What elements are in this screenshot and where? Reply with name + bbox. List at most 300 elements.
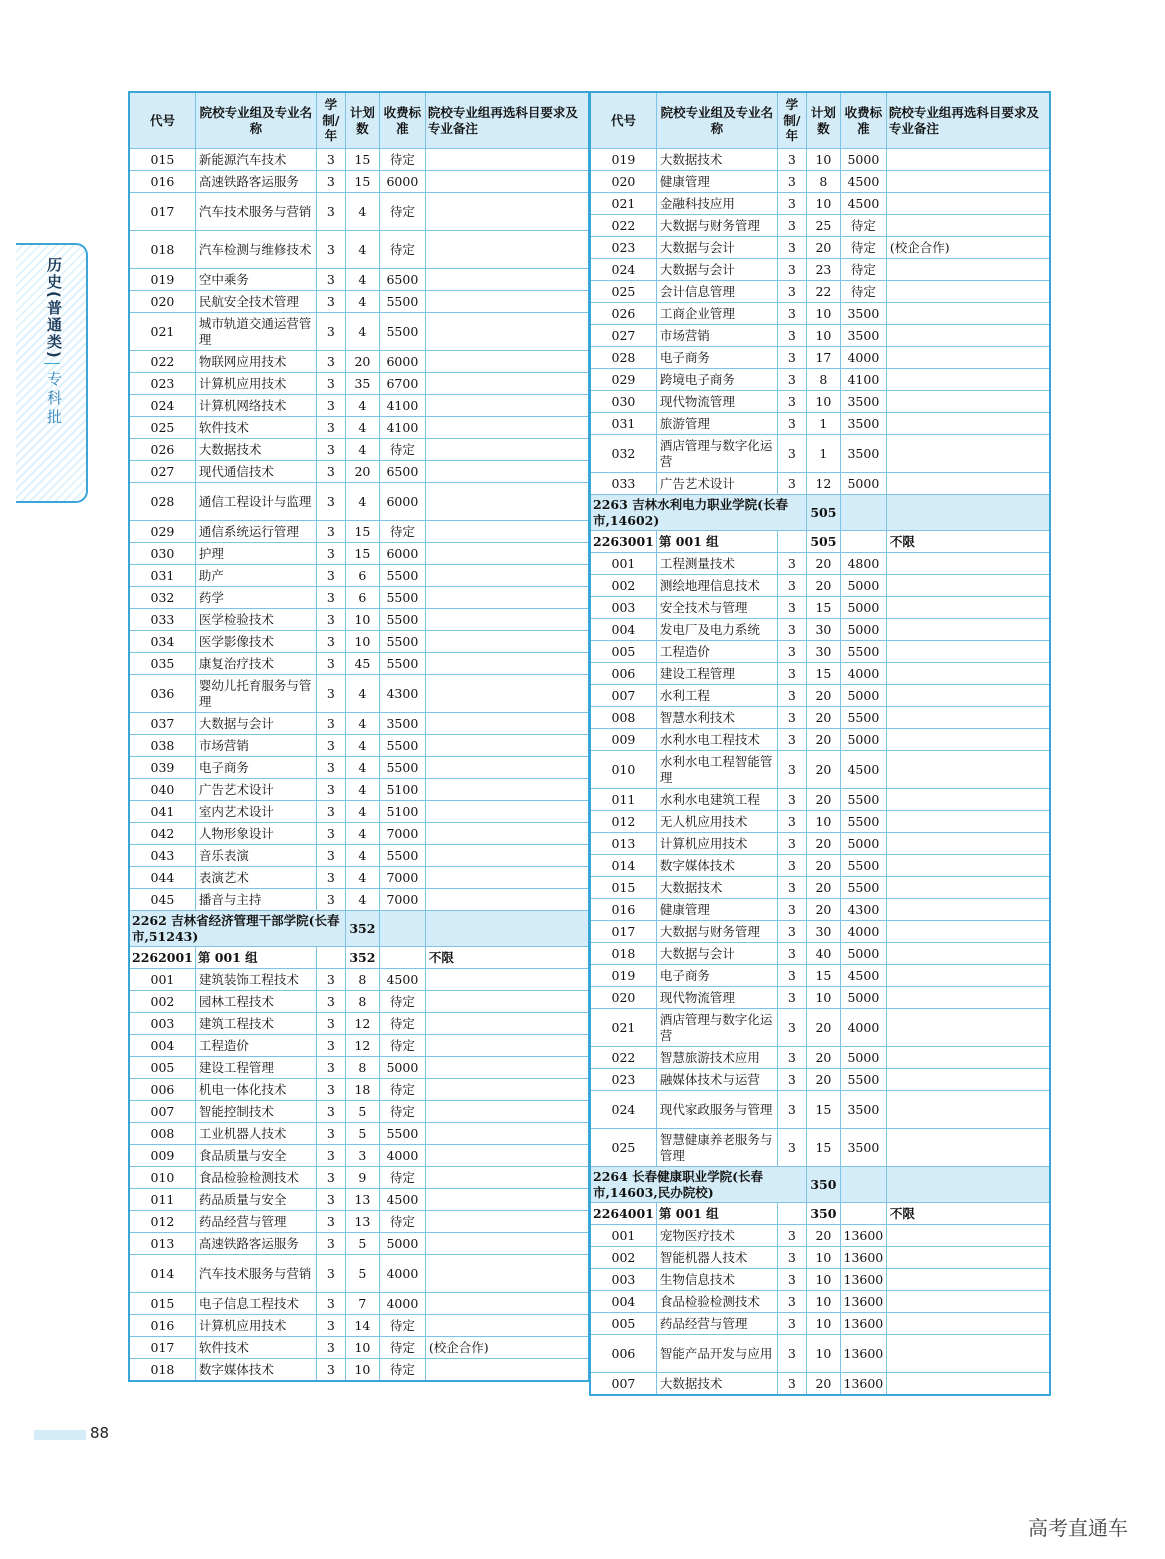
major-note	[886, 1291, 1050, 1313]
major-code: 031	[129, 565, 195, 587]
major-name: 智慧健康养老服务与管理	[656, 1129, 777, 1167]
major-row	[590, 1047, 1050, 1069]
major-note	[425, 735, 589, 757]
side-tab	[16, 243, 88, 503]
major-row	[129, 779, 589, 801]
major-plan: 30	[806, 619, 840, 641]
major-code: 007	[129, 1101, 195, 1123]
major-plan: 10	[345, 609, 379, 631]
group-years	[777, 531, 806, 553]
major-fee: 待定	[379, 991, 425, 1013]
major-name: 播音与主持	[195, 889, 316, 911]
major-years: 3	[777, 325, 806, 347]
major-row	[129, 395, 589, 417]
major-name: 建设工程管理	[195, 1057, 316, 1079]
major-name: 新能源汽车技术	[195, 149, 316, 171]
major-code: 024	[590, 1091, 656, 1129]
major-name: 建筑工程技术	[195, 1013, 316, 1035]
major-note	[425, 609, 589, 631]
major-code: 002	[590, 1247, 656, 1269]
major-code: 019	[129, 269, 195, 291]
major-code: 008	[590, 707, 656, 729]
major-years: 3	[777, 473, 806, 495]
major-years: 3	[777, 193, 806, 215]
major-plan: 10	[345, 1337, 379, 1359]
major-note	[425, 461, 589, 483]
major-years: 3	[316, 713, 345, 735]
major-code: 002	[129, 991, 195, 1013]
major-code: 036	[129, 675, 195, 713]
major-row	[129, 801, 589, 823]
major-name: 跨境电子商务	[656, 369, 777, 391]
major-code: 006	[590, 663, 656, 685]
major-fee: 3500	[840, 435, 886, 473]
major-years: 3	[316, 149, 345, 171]
major-note: (校企合作)	[886, 237, 1050, 259]
major-note	[425, 565, 589, 587]
major-note	[886, 965, 1050, 987]
major-note	[886, 1091, 1050, 1129]
major-code: 013	[590, 833, 656, 855]
major-code: 001	[590, 1225, 656, 1247]
major-years: 3	[777, 413, 806, 435]
major-code: 044	[129, 867, 195, 889]
major-row	[129, 483, 589, 521]
header-code: 代号	[129, 92, 195, 149]
major-fee: 7000	[379, 889, 425, 911]
major-fee: 5500	[379, 313, 425, 351]
major-row	[590, 899, 1050, 921]
major-row	[129, 1057, 589, 1079]
major-years: 3	[316, 1293, 345, 1315]
major-code: 022	[590, 215, 656, 237]
major-note	[886, 391, 1050, 413]
major-fee: 6000	[379, 543, 425, 565]
major-fee: 4000	[840, 921, 886, 943]
major-name: 大数据技术	[195, 439, 316, 461]
major-fee: 13600	[840, 1225, 886, 1247]
major-note	[425, 291, 589, 313]
major-note	[425, 1079, 589, 1101]
major-row	[590, 237, 1050, 259]
major-name: 药学	[195, 587, 316, 609]
major-name: 数字媒体技术	[656, 855, 777, 877]
major-note	[886, 193, 1050, 215]
major-years: 3	[316, 231, 345, 269]
major-note	[425, 845, 589, 867]
major-name: 汽车技术服务与营销	[195, 1255, 316, 1293]
major-name: 民航安全技术管理	[195, 291, 316, 313]
major-name: 数字媒体技术	[195, 1359, 316, 1382]
major-row	[129, 313, 589, 351]
major-plan: 4	[345, 735, 379, 757]
major-row	[129, 543, 589, 565]
major-name: 智慧旅游技术应用	[656, 1047, 777, 1069]
major-plan: 20	[806, 833, 840, 855]
major-row	[590, 149, 1050, 171]
major-fee: 5000	[840, 619, 886, 641]
major-code: 016	[129, 1315, 195, 1337]
major-code: 018	[129, 231, 195, 269]
major-row	[129, 1211, 589, 1233]
major-name: 机电一体化技术	[195, 1079, 316, 1101]
major-plan: 4	[345, 867, 379, 889]
major-note	[886, 641, 1050, 663]
major-years: 3	[316, 1057, 345, 1079]
major-code: 003	[129, 1013, 195, 1035]
major-row	[590, 855, 1050, 877]
major-row	[590, 877, 1050, 899]
major-fee: 5500	[379, 735, 425, 757]
right-admission-table	[589, 91, 1051, 1396]
major-row	[590, 1009, 1050, 1047]
major-row	[129, 171, 589, 193]
major-plan: 8	[345, 969, 379, 991]
side-tab-divider	[44, 363, 60, 364]
major-years: 3	[316, 1079, 345, 1101]
major-code: 023	[590, 237, 656, 259]
group-row	[590, 531, 1050, 553]
major-plan: 45	[345, 653, 379, 675]
major-fee: 5500	[379, 757, 425, 779]
major-note	[886, 325, 1050, 347]
major-years: 3	[777, 1129, 806, 1167]
major-row	[129, 713, 589, 735]
major-name: 软件技术	[195, 1337, 316, 1359]
major-code: 023	[590, 1069, 656, 1091]
major-fee: 5500	[379, 609, 425, 631]
major-plan: 17	[806, 347, 840, 369]
major-name: 水利水电工程技术	[656, 729, 777, 751]
major-code: 005	[590, 1313, 656, 1335]
major-name: 建设工程管理	[656, 663, 777, 685]
major-years: 3	[316, 1337, 345, 1359]
major-years: 3	[777, 1291, 806, 1313]
major-row	[590, 1069, 1050, 1091]
major-name: 现代家政服务与管理	[656, 1091, 777, 1129]
major-note	[425, 483, 589, 521]
major-note	[886, 553, 1050, 575]
major-note	[886, 877, 1050, 899]
major-name: 水利工程	[656, 685, 777, 707]
major-row	[590, 369, 1050, 391]
major-row	[590, 1291, 1050, 1313]
major-fee: 待定	[379, 231, 425, 269]
major-row	[590, 943, 1050, 965]
major-plan: 12	[345, 1013, 379, 1035]
major-years: 3	[777, 597, 806, 619]
major-row	[129, 1101, 589, 1123]
major-fee: 待定	[840, 259, 886, 281]
major-name: 汽车技术服务与营销	[195, 193, 316, 231]
major-name: 广告艺术设计	[656, 473, 777, 495]
right-column	[589, 91, 1051, 1396]
major-row	[129, 1079, 589, 1101]
major-plan: 20	[806, 685, 840, 707]
major-fee: 5100	[379, 779, 425, 801]
major-name: 生物信息技术	[656, 1269, 777, 1291]
major-years: 3	[777, 899, 806, 921]
major-years: 3	[777, 707, 806, 729]
major-plan: 10	[806, 1247, 840, 1269]
school-name: 2263 吉林水利电力职业学院(长春市,14602)	[590, 495, 806, 531]
page-number-bar	[34, 1430, 86, 1440]
major-row	[129, 565, 589, 587]
major-name: 食品质量与安全	[195, 1145, 316, 1167]
major-name: 医学检验技术	[195, 609, 316, 631]
major-note	[425, 231, 589, 269]
major-name: 药品经营与管理	[195, 1211, 316, 1233]
major-note	[425, 313, 589, 351]
major-row	[590, 641, 1050, 663]
major-name: 大数据与会计	[656, 943, 777, 965]
major-row	[590, 729, 1050, 751]
major-code: 025	[590, 1129, 656, 1167]
major-note	[425, 801, 589, 823]
major-fee: 5500	[379, 587, 425, 609]
major-name: 软件技术	[195, 417, 316, 439]
major-note	[425, 171, 589, 193]
major-plan: 4	[345, 483, 379, 521]
major-note	[886, 987, 1050, 1009]
major-row	[590, 751, 1050, 789]
major-name: 食品检验检测技术	[656, 1291, 777, 1313]
major-plan: 30	[806, 921, 840, 943]
major-years: 3	[777, 811, 806, 833]
major-row	[129, 609, 589, 631]
major-years: 3	[777, 391, 806, 413]
major-code: 016	[129, 171, 195, 193]
major-plan: 4	[345, 801, 379, 823]
major-note	[886, 943, 1050, 965]
major-years: 3	[777, 259, 806, 281]
major-fee: 6000	[379, 171, 425, 193]
major-years: 3	[316, 889, 345, 911]
major-code: 028	[590, 347, 656, 369]
major-code: 004	[590, 619, 656, 641]
major-fee: 5000	[840, 1047, 886, 1069]
major-plan: 15	[345, 543, 379, 565]
major-note	[886, 575, 1050, 597]
major-note	[425, 1255, 589, 1293]
major-years: 3	[777, 575, 806, 597]
major-plan: 20	[806, 751, 840, 789]
major-years: 3	[316, 609, 345, 631]
major-row	[129, 889, 589, 911]
major-code: 005	[129, 1057, 195, 1079]
page-number: 88	[90, 1424, 110, 1442]
major-name: 计算机网络技术	[195, 395, 316, 417]
major-years: 3	[777, 641, 806, 663]
major-plan: 10	[806, 1291, 840, 1313]
major-row	[129, 969, 589, 991]
major-fee: 待定	[379, 1167, 425, 1189]
major-plan: 5	[345, 1255, 379, 1293]
major-code: 024	[129, 395, 195, 417]
major-code: 010	[590, 751, 656, 789]
major-plan: 10	[345, 631, 379, 653]
major-name: 工业机器人技术	[195, 1123, 316, 1145]
major-plan: 10	[806, 391, 840, 413]
major-years: 3	[316, 801, 345, 823]
major-name: 水利水电建筑工程	[656, 789, 777, 811]
major-years: 3	[777, 1335, 806, 1373]
major-row	[590, 473, 1050, 495]
major-years: 3	[316, 1189, 345, 1211]
major-years: 3	[316, 1359, 345, 1382]
major-name: 园林工程技术	[195, 991, 316, 1013]
major-plan: 20	[806, 1069, 840, 1091]
school-name: 2262 吉林省经济管理干部学院(长春市,51243)	[129, 911, 345, 947]
major-name: 现代物流管理	[656, 987, 777, 1009]
major-fee: 7000	[379, 867, 425, 889]
major-row	[129, 1359, 589, 1382]
batch-label: 专科批	[45, 371, 63, 428]
major-name: 酒店管理与数字化运营	[656, 435, 777, 473]
major-fee: 13600	[840, 1291, 886, 1313]
major-name: 大数据与会计	[195, 713, 316, 735]
major-note	[886, 663, 1050, 685]
major-note	[425, 373, 589, 395]
major-years: 3	[316, 1145, 345, 1167]
major-fee: 5000	[840, 943, 886, 965]
major-note	[425, 1359, 589, 1382]
major-years: 3	[316, 171, 345, 193]
major-plan: 22	[806, 281, 840, 303]
major-row	[129, 1123, 589, 1145]
major-years: 3	[777, 729, 806, 751]
major-fee: 5000	[840, 597, 886, 619]
major-fee: 待定	[379, 1337, 425, 1359]
major-code: 032	[590, 435, 656, 473]
major-code: 012	[590, 811, 656, 833]
major-note	[886, 347, 1050, 369]
major-fee: 5000	[840, 685, 886, 707]
major-fee: 4000	[379, 1293, 425, 1315]
major-name: 建筑装饰工程技术	[195, 969, 316, 991]
major-plan: 20	[345, 461, 379, 483]
major-note	[425, 1315, 589, 1337]
major-years: 3	[316, 991, 345, 1013]
major-note	[425, 991, 589, 1013]
major-years: 3	[316, 351, 345, 373]
major-note	[886, 707, 1050, 729]
major-years: 3	[777, 855, 806, 877]
major-fee: 5000	[840, 473, 886, 495]
major-name: 市场营销	[656, 325, 777, 347]
major-code: 026	[129, 439, 195, 461]
major-name: 金融科技应用	[656, 193, 777, 215]
school-fee	[379, 911, 425, 947]
major-code: 013	[129, 1233, 195, 1255]
major-fee: 5500	[379, 291, 425, 313]
major-note	[425, 1211, 589, 1233]
major-years: 3	[777, 987, 806, 1009]
major-row	[590, 597, 1050, 619]
major-note	[425, 1101, 589, 1123]
major-plan: 3	[345, 1145, 379, 1167]
major-code: 007	[590, 685, 656, 707]
major-plan: 6	[345, 565, 379, 587]
major-note	[886, 1225, 1050, 1247]
major-plan: 4	[345, 269, 379, 291]
school-row	[129, 911, 589, 947]
major-name: 计算机应用技术	[195, 373, 316, 395]
major-note	[425, 587, 589, 609]
major-name: 表演艺术	[195, 867, 316, 889]
major-code: 021	[129, 313, 195, 351]
major-code: 012	[129, 1211, 195, 1233]
major-years: 3	[316, 417, 345, 439]
major-row	[129, 675, 589, 713]
major-plan: 20	[806, 855, 840, 877]
major-note	[425, 193, 589, 231]
major-plan: 15	[345, 521, 379, 543]
major-plan: 10	[806, 193, 840, 215]
major-name: 电子商务	[656, 347, 777, 369]
major-fee: 5000	[840, 575, 886, 597]
major-note	[886, 473, 1050, 495]
major-plan: 5	[345, 1123, 379, 1145]
major-plan: 15	[345, 171, 379, 193]
major-years: 3	[316, 1013, 345, 1035]
major-plan: 20	[806, 553, 840, 575]
school-fee	[840, 495, 886, 531]
group-note: 不限	[886, 1203, 1050, 1225]
major-code: 027	[129, 461, 195, 483]
major-row	[129, 1145, 589, 1167]
major-name: 智慧水利技术	[656, 707, 777, 729]
major-row	[590, 303, 1050, 325]
major-years: 3	[777, 921, 806, 943]
major-plan: 15	[806, 597, 840, 619]
major-years: 3	[316, 757, 345, 779]
major-years: 3	[777, 1069, 806, 1091]
major-code: 029	[590, 369, 656, 391]
major-name: 健康管理	[656, 171, 777, 193]
major-code: 019	[590, 965, 656, 987]
major-name: 通信工程设计与监理	[195, 483, 316, 521]
major-fee: 5500	[840, 789, 886, 811]
major-name: 融媒体技术与运营	[656, 1069, 777, 1091]
major-note	[886, 751, 1050, 789]
major-row	[590, 1373, 1050, 1396]
major-row	[129, 867, 589, 889]
major-code: 014	[129, 1255, 195, 1293]
major-code: 024	[590, 259, 656, 281]
major-name: 健康管理	[656, 899, 777, 921]
major-name: 市场营销	[195, 735, 316, 757]
major-note	[886, 149, 1050, 171]
major-plan: 4	[345, 675, 379, 713]
major-name: 酒店管理与数字化运营	[656, 1009, 777, 1047]
major-name: 医学影像技术	[195, 631, 316, 653]
major-name: 助产	[195, 565, 316, 587]
major-note	[886, 215, 1050, 237]
major-code: 004	[129, 1035, 195, 1057]
major-years: 3	[316, 439, 345, 461]
major-plan: 20	[806, 575, 840, 597]
major-plan: 4	[345, 291, 379, 313]
major-code: 003	[590, 1269, 656, 1291]
major-fee: 5500	[379, 1123, 425, 1145]
major-note	[886, 685, 1050, 707]
major-name: 发电厂及电力系统	[656, 619, 777, 641]
major-code: 041	[129, 801, 195, 823]
major-plan: 4	[345, 231, 379, 269]
major-row	[590, 663, 1050, 685]
major-name: 康复治疗技术	[195, 653, 316, 675]
